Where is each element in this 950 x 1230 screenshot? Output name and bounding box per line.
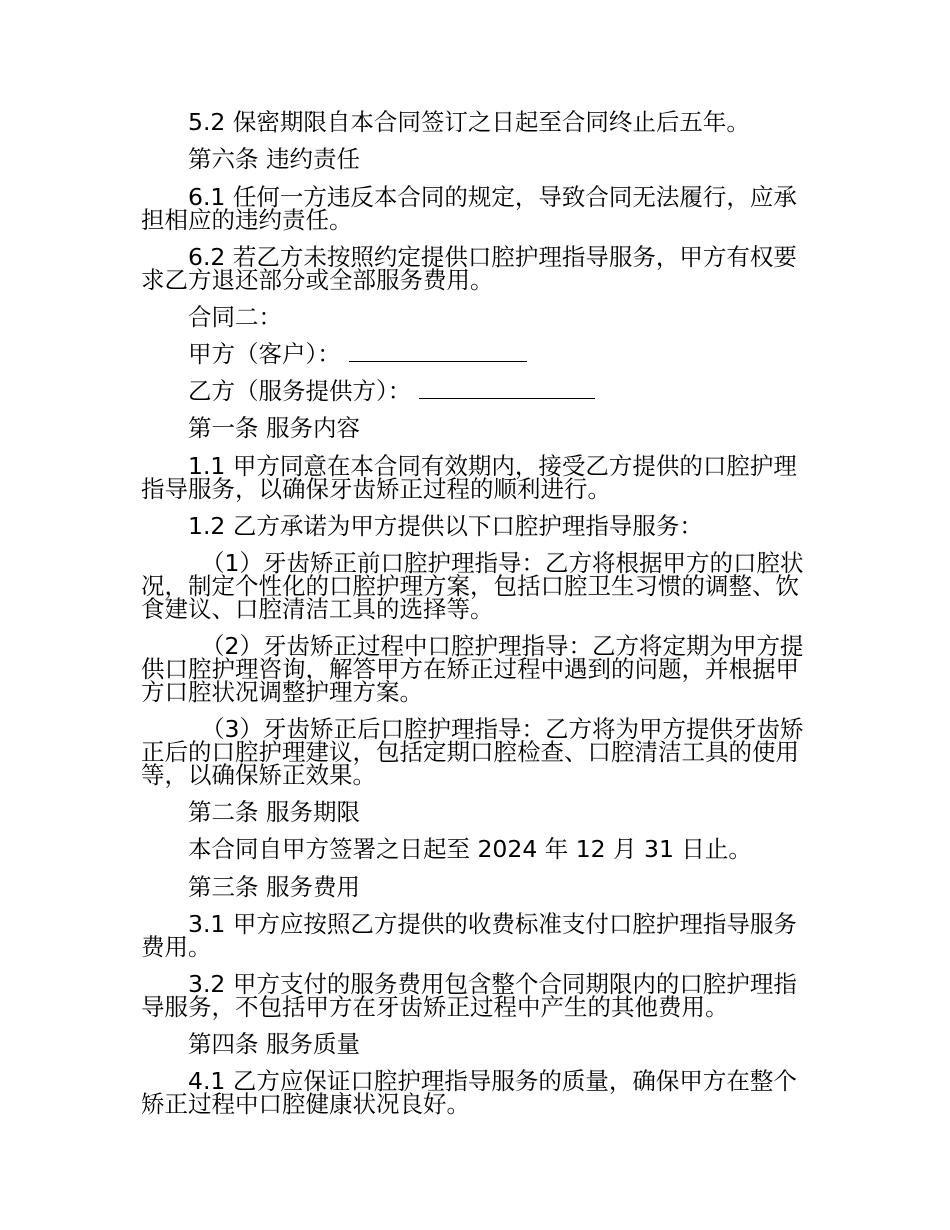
article-6-heading: 第六条 违约责任 — [188, 145, 360, 174]
clause-6-1: 6.1 任何一方违反本合同的规定，导致合同无法履行，应承担相应的违约责任。 — [141, 182, 797, 234]
party-a-line — [141, 336, 813, 373]
party-b-label: 乙方（服务提供方）： — [188, 377, 412, 406]
clause-6-2: 6.2 若乙方未按照约定提供口腔护理指导服务，甲方有权要求乙方退还部分或全部服务费用。 — [141, 242, 797, 294]
service-item-3: （3）牙齿矫正后口腔护理指导：乙方将为甲方提供牙齿矫正后的口腔护理建议，包括定期口腔检查、口腔清洁工具的使用等，以确保矫正效果。 — [141, 715, 804, 790]
service-item-1: （1）牙齿矫正前口腔护理指导：乙方将根据甲方的口腔状况，制定个性化的口腔护理方案，包括口腔卫生习惯的调整、饮食建议、口腔清洁工具的选择等。 — [141, 549, 804, 624]
clause-1-1: 1.1 甲方同意在本合同有效期内，接受乙方提供的口腔护理指导服务，以确保牙齿矫正过程的顺利进行。 — [141, 451, 797, 503]
document-body — [141, 104, 813, 1123]
article-1-heading: 第一条 服务内容 — [188, 414, 360, 443]
party-a-blank[interactable] — [349, 337, 527, 362]
party-b-line — [141, 373, 813, 410]
clause-5-2: 5.2 保密期限自本合同签订之日起至合同终止后五年。 — [188, 108, 750, 136]
clause-4-1: 4.1 乙方应保证口腔护理指导服务的质量，确保甲方在整个矫正过程中口腔健康状况良好。 — [141, 1067, 797, 1119]
party-a-label: 甲方（客户）： — [188, 339, 341, 368]
party-b-blank[interactable] — [419, 375, 595, 400]
article-2-heading: 第二条 服务期限 — [188, 798, 360, 827]
clause-1-2: 1.2 乙方承诺为甲方提供以下口腔护理指导服务： — [188, 511, 703, 540]
article-3-heading: 第三条 服务费用 — [188, 872, 360, 901]
clause-3-1: 3.1 甲方应按照乙方提供的收费标准支付口腔护理指导服务费用。 — [141, 909, 797, 961]
article-4-heading: 第四条 服务质量 — [188, 1029, 360, 1058]
service-term: 本合同自甲方签署之日起至 2024 年 12 月 31 日止。 — [188, 835, 752, 864]
contract-two-heading: 合同二： — [188, 302, 282, 331]
clause-3-2: 3.2 甲方支付的服务费用包含整个合同期限内的口腔护理指导服务，不包括甲方在牙齿矫正过程中产生的其他费用。 — [141, 969, 797, 1021]
service-item-2: （2）牙齿矫正过程中口腔护理指导：乙方将定期为甲方提供口腔护理咨询，解答甲方在矫正过程中遇到的问题，并根据甲方口腔状况调整护理方案。 — [141, 632, 804, 707]
